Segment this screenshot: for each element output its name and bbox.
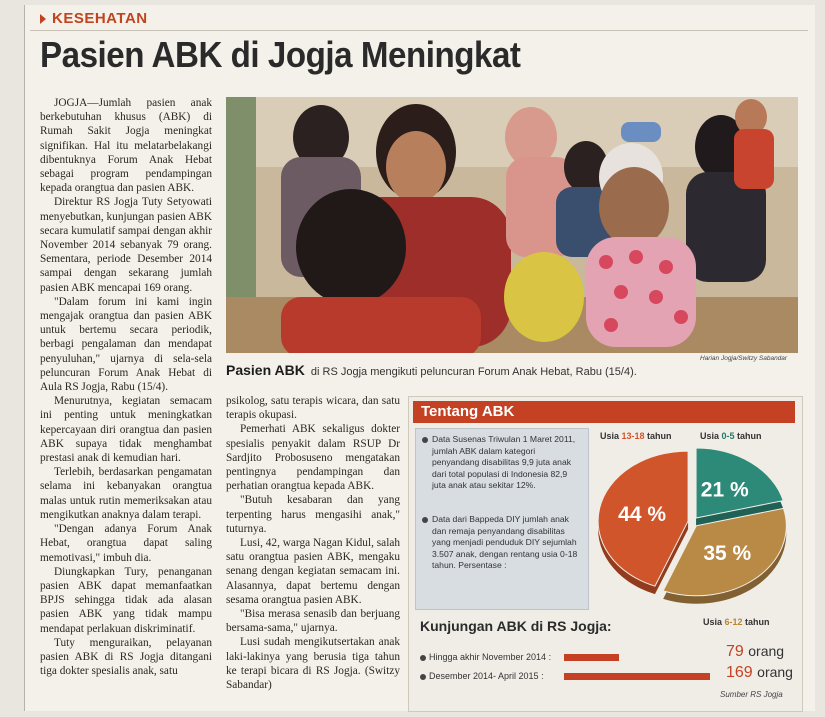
triangle-icon (40, 14, 46, 24)
kunjungan-value-1: 79 orang (726, 643, 785, 660)
paragraph: JOGJA—Jumlah pasien anak berkebutuhan khusus (ABK) di Rumah Sakit Jogja meningkat signifikan. Hal itu melatarbelakangi dibentuknya Forum Anak Hebat sebagai program pendampingan kepada orangtua dan pasien ABK. (40, 97, 212, 195)
paragraph: psikolog, satu terapis wicara, dan satu terapis okupasi. (226, 395, 400, 422)
kunjungan-title: Kunjungan ABK di RS Jogja: (420, 618, 612, 634)
caption-bold: Pasien ABK (226, 362, 305, 378)
news-photo (226, 97, 798, 353)
kunjungan-row-2: Desember 2014- April 2015 : (420, 671, 544, 681)
rubric-label: KESEHATAN (52, 10, 148, 27)
paragraph: Lusi, 42, warga Nagan Kidul, salah satu orangtua pasien ABK, mengaku senang dengan kegiatan semacam ini. Alasannya, dapat bertemu dengan sesama orangtua pasien ABK. (226, 537, 400, 606)
paragraph: Tuty menguraikan, pelayanan pasien ABK di RS Jogja ditangani tiga dokter spesialis anak, satu (40, 636, 212, 678)
kunjungan-bar-2 (564, 673, 710, 680)
paragraph: Diungkapkan Tury, penanganan pasien ABK dapat memanfaatkan BPJS sehingga tidak ada alasan pasien ABK yang tidak mampu mendapat perlakuan diskriminatif. (40, 565, 212, 635)
kunjungan-row-1: Hingga akhir November 2014 : (420, 652, 551, 662)
paragraph: "Dalam forum ini kami ingin mengajak orangtua dan pasien ABK untuk bertemu secara periodik, berbagi pengalaman dan mendapat penyuluhan," ujarnya di sela-sela peluncuran Forum Anak Hebat di Aula RS Jogja, Rabu (15/4). (40, 295, 212, 394)
kunjungan-bar-1 (564, 654, 619, 661)
headline: Pasien ABK di Jogja Meningkat (40, 34, 521, 75)
article-column-2 (226, 394, 400, 706)
paragraph: "Bisa merasa senasib dan berjuang bersama-sama," ujarnya. (226, 608, 400, 635)
article-column-1 (40, 96, 212, 706)
pie-label-value-1: 21 % (700, 478, 749, 502)
bullet-icon (422, 437, 428, 443)
paragraph: "Butuh kesabaran dan yang terpenting harus mengasihi anak," tuturnya. (226, 494, 400, 535)
photo-caption (226, 362, 637, 378)
fact-item (432, 514, 582, 572)
kunjungan-value-2: 169 orang (726, 664, 793, 681)
pie-chart (596, 446, 791, 611)
top-rule (30, 30, 808, 31)
paragraph: "Dengan adanya Forum Anak Hebat, orangtua dapat saling memotivasi," imbuh dia. (40, 523, 212, 564)
infobox-title-bar (413, 401, 795, 423)
caption-text: di RS Jogja mengikuti peluncuran Forum Anak Hebat, Rabu (15/4). (310, 366, 637, 378)
pie-label-13-18: Usia 13-18 tahun (600, 431, 672, 441)
facts-panel (415, 428, 589, 610)
section-rubric (40, 10, 148, 27)
fact-item (432, 434, 582, 492)
fact-text: Data Susenas Triwulan 1 Maret 2011, jumlah ABK dalam kategori penyandang disabilitas 9,9 juta anak dari total populasi di Indonesia 82,9 juta anak atau sekitar 12%. (432, 434, 576, 490)
bullet-icon (420, 655, 426, 661)
paragraph: Terlebih, berdasarkan pengamatan selama ini kebanyakan orangtua malas untuk rutin memeriksakan atau mengikutkan anaknya dalam terapi. (40, 466, 212, 521)
paragraph: Menurutnya, kegiatan semacam ini penting untuk meningkatkan kepercayaan diri orangtua dan pasien ABK supaya tidak menghambat prestasi anak di kemudian hari. (40, 395, 212, 465)
paragraph: Pemerhati ABK sekaligus dokter spesialis penyakit dalam RSUP Dr Sardjito Probosuseno mengatakan pentingnya pendampingan dan perhatian orangtua kepada ABK. (226, 423, 400, 493)
fact-text: Data dari Bappeda DIY jumlah anak dan remaja penyandang disabilitas yang menjadi penduduk DIY sejumlah 3.507 anak, dengan rentang usia 0-18 tahun. Persentase : (432, 514, 578, 570)
bullet-icon (420, 674, 426, 680)
pie-label-6-12: Usia 6-12 tahun (703, 617, 770, 627)
photo-credit: Harian Jogja/Switzy Sabandar (700, 355, 788, 362)
infobox-title: Tentang ABK (421, 403, 515, 420)
source-note: Sumber RS Jogja (720, 690, 783, 699)
paragraph: Direktur RS Jogja Tuty Setyowati menyebutkan, kunjungan pasien ABK secara kumulatif sampai dengan akhir November 2014 sebanyak 79 orang. Sementara, periode Desember 2014 sampai dengan sekarang jumlah pasien ABK mencapai 169 orang. (40, 196, 212, 294)
pie-label-value-2: 35 % (703, 542, 752, 566)
bullet-icon (422, 517, 428, 523)
photo-illustration (226, 97, 798, 353)
pie-label-value-0: 44 % (618, 503, 667, 527)
pie-label-0-5: Usia 0-5 tahun (700, 431, 762, 441)
paragraph: Lusi sudah mengikutsertakan anak laki-lakinya yang berusia tiga tahun ke terapi bicara di RS Jogja. (Switzy Sabandar) (226, 636, 400, 692)
